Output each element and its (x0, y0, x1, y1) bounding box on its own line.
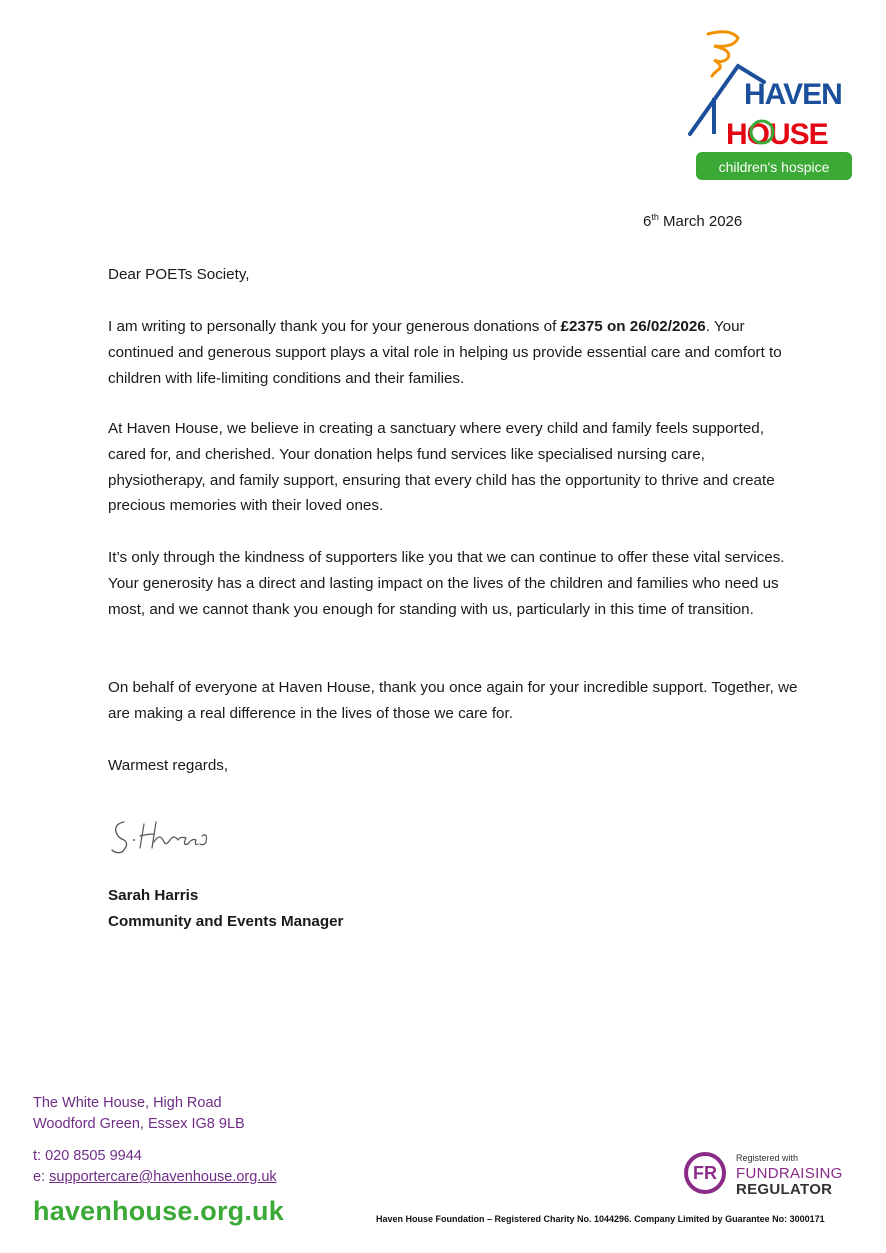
paragraph-2 (108, 416, 798, 519)
signer-name: Sarah Harris (108, 887, 199, 904)
email-line (33, 1167, 277, 1188)
phone-number: t: 020 8505 9944 (33, 1148, 142, 1164)
handwritten-signature (110, 812, 240, 858)
paragraph-1 (108, 314, 798, 391)
fr-logo-icon: FR (684, 1152, 726, 1194)
date-suffix: th (651, 212, 659, 222)
footer-contact (33, 1146, 277, 1188)
date-day: 6 (643, 213, 652, 230)
paragraph-3 (108, 545, 798, 622)
p1-text-start: I am writing to personally thank you for your generous donations of (108, 318, 561, 335)
p3-text: It’s only through the kindness of supporters like you that we can continue to offer these vital services. Your generosity has a direct and lasting impact on the lives of the children and families who need us most, and we cannot thank you enough for standing with us, particularly in this time of transition. (108, 549, 785, 618)
p1-text-end: . Your continued and generous support plays a vital role in helping us provide essential care and comfort to children with life-limiting conditions and their families. (108, 318, 782, 387)
signer-block (108, 883, 343, 935)
regulator-registered-label: Registered with (736, 1153, 799, 1163)
email-prefix: e: (33, 1169, 50, 1185)
paragraph-4 (108, 675, 798, 727)
letter-date (643, 212, 742, 230)
logo-name-line1: HAVEN (744, 78, 842, 111)
p4-text: On behalf of everyone at Haven House, thank you once again for your incredible support. Together, we are making a real difference in the lives of those we care for. (108, 679, 798, 722)
closing: Warmest regards, (108, 757, 229, 774)
regulator-name-line2: REGULATOR (736, 1181, 833, 1198)
charity-registration: Haven House Foundation – Registered Charity No. 1044296. Company Limited by Guarantee No: 3000171 (376, 1214, 825, 1224)
logo-graphic (686, 26, 856, 186)
address-line-1: The White House, High Road (33, 1095, 222, 1111)
p2-text: At Haven House, we believe in creating a sanctuary where every child and family feels supported, cared for, and cherished. Your donation helps fund services like specialised nursing care, physiotherapy, and family support, ensuring that every child has the opportunity to thrive and create precious memories with their loved ones. (108, 420, 775, 515)
logo-tagline: children's hospice (718, 159, 830, 175)
date-rest: March 2026 (658, 213, 743, 230)
footer-address (33, 1093, 245, 1135)
address-line-2: Woodford Green, Essex IG8 9LB (33, 1116, 245, 1132)
salutation: Dear POETs Society, (108, 266, 250, 283)
donation-amount: £2375 on 26/02/2026 (560, 318, 706, 335)
regulator-name-line1: FUNDRAISING (736, 1165, 843, 1182)
fundraising-regulator-badge (684, 1152, 854, 1202)
logo-name-line2: HOUSE (726, 118, 828, 151)
haven-house-logo (686, 26, 856, 186)
signer-title: Community and Events Manager (108, 913, 344, 930)
email-link[interactable]: supportercare@havenhouse.org.uk (49, 1169, 277, 1185)
website-link[interactable]: havenhouse.org.uk (33, 1196, 284, 1226)
